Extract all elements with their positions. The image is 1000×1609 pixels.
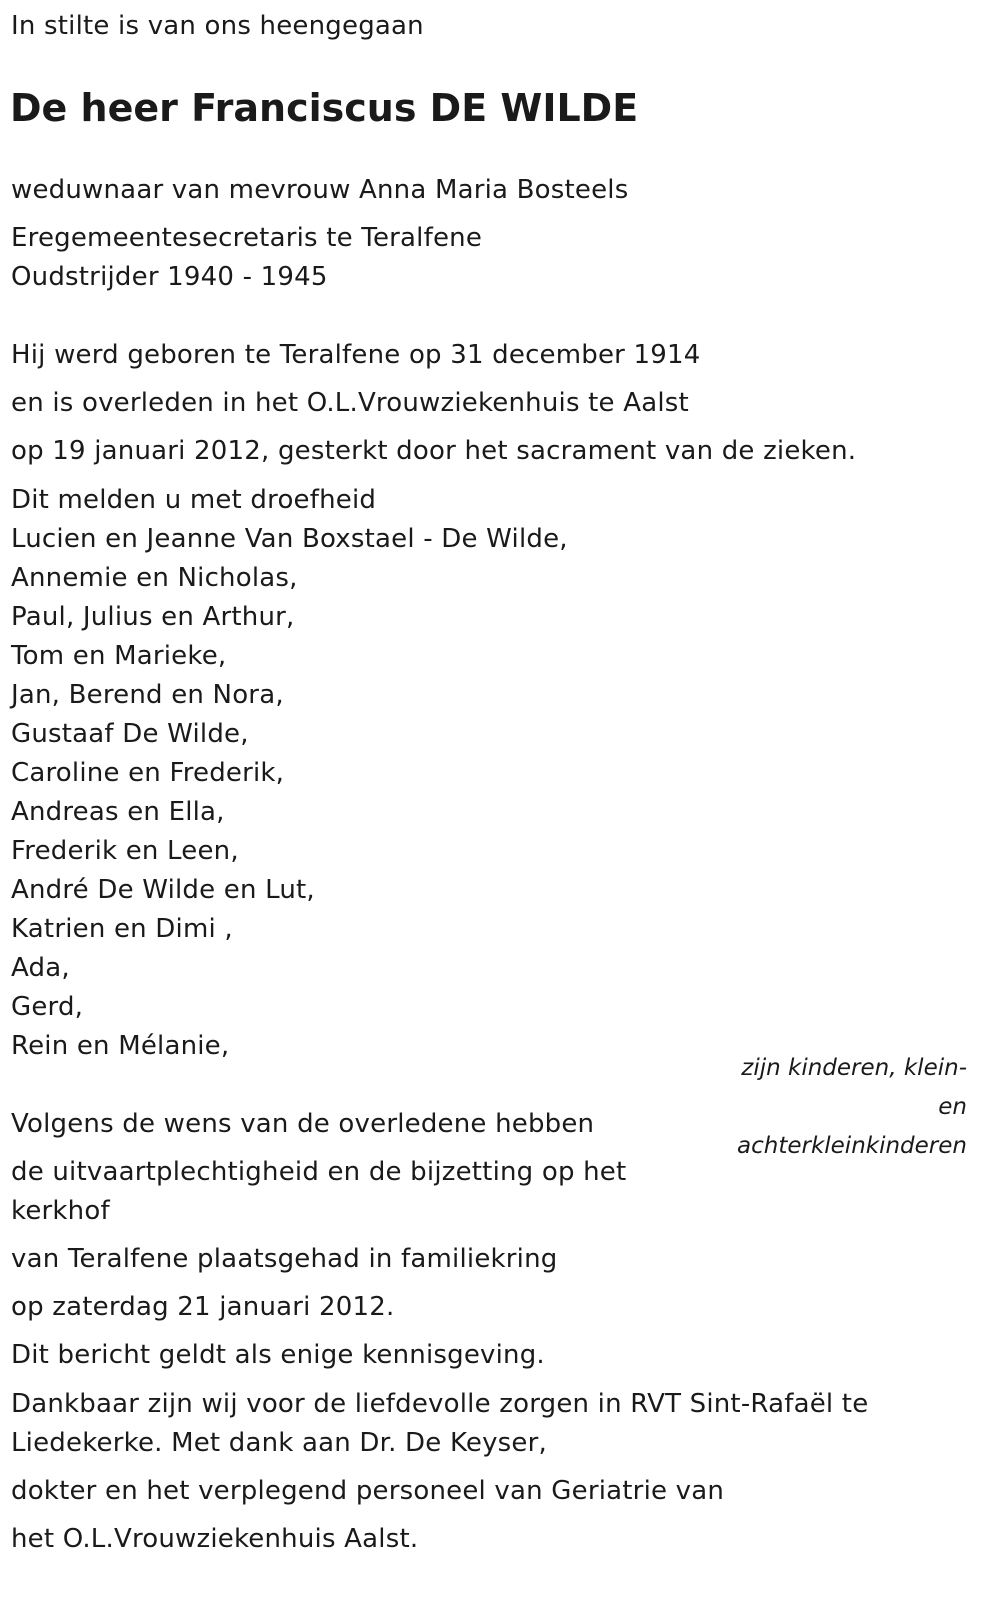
closing-line: Liedekerke. Met dank aan Dr. De Keyser, bbox=[11, 1428, 547, 1458]
bio-line: Hij werd geboren te Teralfene op 31 december 1914 bbox=[11, 340, 701, 370]
family-note-line: en bbox=[938, 1094, 967, 1120]
family-member: André De Wilde en Lut, bbox=[11, 875, 315, 905]
announce-line: Dit melden u met droefheid bbox=[11, 485, 377, 515]
intro-line: In stilte is van ons heengegaan bbox=[11, 11, 424, 41]
closing-line: Dit bericht geldt als enige kennisgeving. bbox=[11, 1340, 545, 1370]
closing-line: de uitvaartplechtigheid en de bijzetting op het bbox=[11, 1157, 627, 1187]
closing-line: Dankbaar zijn wij voor de liefdevolle zorgen in RVT Sint-Rafaël te bbox=[11, 1389, 869, 1419]
family-member: Katrien en Dimi , bbox=[11, 914, 233, 944]
closing-line: van Teralfene plaatsgehad in familiekring bbox=[11, 1244, 558, 1274]
closing-line: kerkhof bbox=[11, 1196, 110, 1226]
title-line: Oudstrijder 1940 - 1945 bbox=[11, 262, 328, 292]
closing-line: dokter en het verplegend personeel van Geriatrie van bbox=[11, 1476, 725, 1506]
family-member: Jan, Berend en Nora, bbox=[11, 680, 284, 710]
family-note-line: zijn kinderen, klein- bbox=[741, 1055, 967, 1081]
title-line: Eregemeentesecretaris te Teralfene bbox=[11, 223, 483, 253]
family-member: Frederik en Leen, bbox=[11, 836, 239, 866]
family-member: Gustaaf De Wilde, bbox=[11, 719, 249, 749]
family-member: Gerd, bbox=[11, 992, 84, 1022]
closing-line: op zaterdag 21 januari 2012. bbox=[11, 1292, 395, 1322]
deceased-name: De heer Franciscus DE WILDE bbox=[10, 86, 639, 130]
bio-line: op 19 januari 2012, gesterkt door het sacrament van de zieken. bbox=[11, 436, 857, 466]
family-member: Ada, bbox=[11, 953, 70, 983]
bio-line: en is overleden in het O.L.Vrouwziekenhuis te Aalst bbox=[11, 388, 689, 418]
family-member: Rein en Mélanie, bbox=[11, 1031, 230, 1061]
closing-line: Volgens de wens van de overledene hebben bbox=[11, 1109, 595, 1139]
family-member: Paul, Julius en Arthur, bbox=[11, 602, 295, 632]
closing-line: het O.L.Vrouwziekenhuis Aalst. bbox=[11, 1524, 419, 1554]
family-member: Tom en Marieke, bbox=[11, 641, 227, 671]
spouse-line: weduwnaar van mevrouw Anna Maria Bosteels bbox=[11, 175, 629, 205]
family-note bbox=[707, 1049, 967, 1166]
family-member: Annemie en Nicholas, bbox=[11, 563, 298, 593]
family-member: Andreas en Ella, bbox=[11, 797, 225, 827]
family-member: Caroline en Frederik, bbox=[11, 758, 285, 788]
family-note-line: achterkleinkinderen bbox=[737, 1133, 967, 1159]
family-member: Lucien en Jeanne Van Boxstael - De Wilde, bbox=[11, 524, 568, 554]
